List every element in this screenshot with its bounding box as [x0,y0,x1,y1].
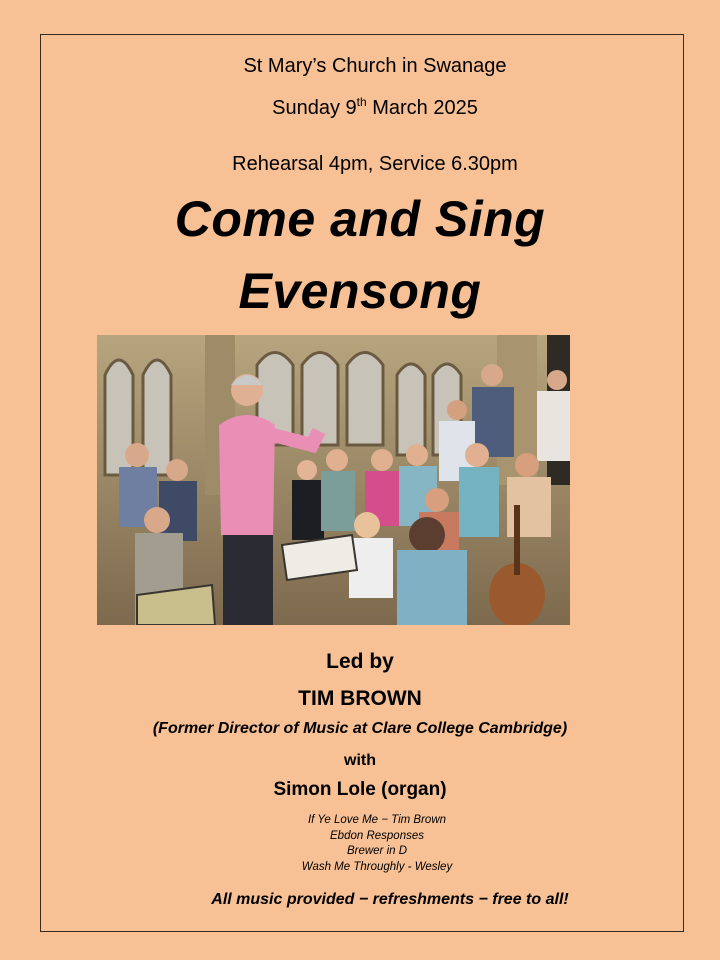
program-item: Ebdon Responses [330,829,424,842]
program-item: If Ye Love Me − Tim Brown [307,814,447,826]
event-date [15,95,720,120]
date-day: Sunday 9 [272,97,357,119]
photo-illustration [97,335,570,625]
leader-credential: (Former Director of Music at Clare College Cambridge) [152,720,568,737]
program-item: Brewer in D [346,845,408,857]
organist-name: Simon Lole (organ) [273,779,447,800]
music-program [0,813,720,875]
led-by-label: Led by [326,650,394,673]
venue-text: St Mary’s Church in Swanage [243,55,507,77]
leader-name: TIM BROWN [298,687,422,710]
title-line-1: Come and Sing [174,191,546,247]
date-month-year: March 2025 [366,97,478,119]
with-label: with [344,752,376,769]
event-times: Rehearsal 4pm, Service 6.30pm [232,153,518,175]
choir-rehearsal-photo [97,335,570,625]
date-ordinal: th [356,95,367,109]
program-item: Wash Me Throughly - Wesley [301,860,453,873]
title-line-2: Evensong [238,263,482,319]
footer-tagline: All music provided − refreshments − free to all! [211,891,569,908]
